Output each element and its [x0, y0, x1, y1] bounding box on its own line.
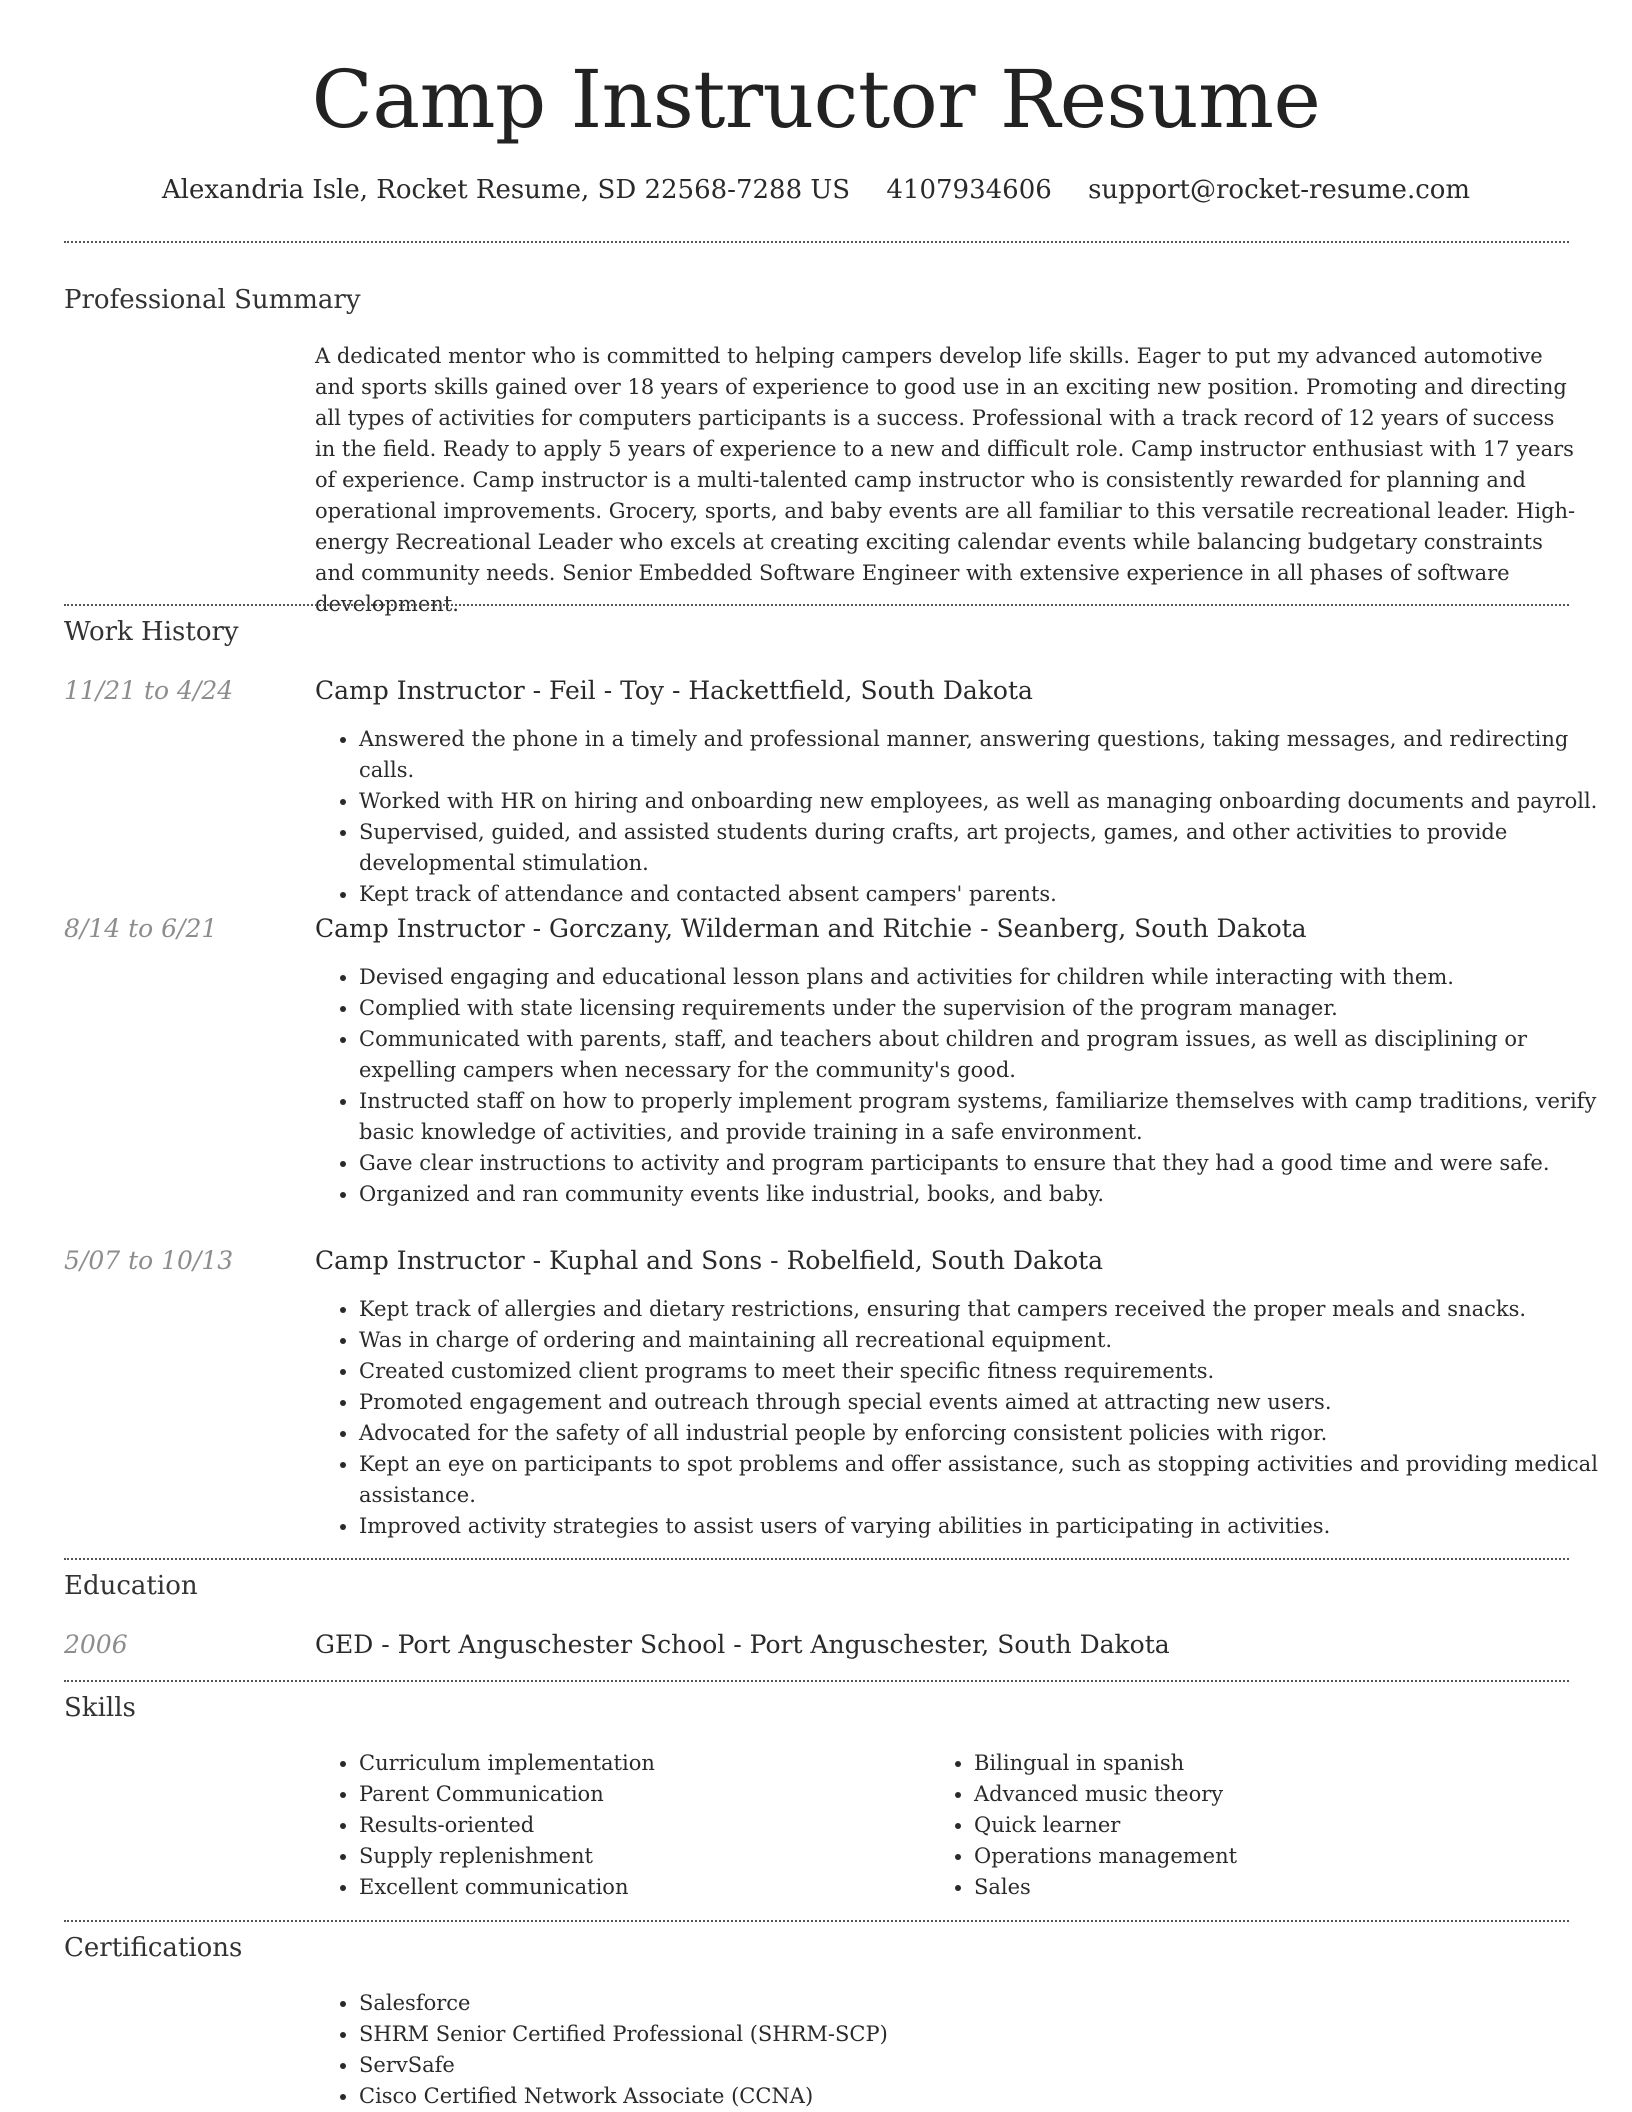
list-item: • Salesforce	[359, 1988, 1621, 2019]
job-title: Camp Instructor - Kuphal and Sons - Robelfield, South Dakota	[315, 1246, 1104, 1275]
list-item: • Quick learner	[974, 1810, 1574, 1841]
education-heading: Education	[64, 1571, 198, 1601]
list-item: • Promoted engagement and outreach through special events aimed at attracting new users.	[359, 1387, 1621, 1418]
contact-line	[0, 170, 1632, 210]
list-item: • Bilingual in spanish	[974, 1748, 1574, 1779]
contact-phone: 4107934606	[886, 175, 1052, 205]
section-divider	[64, 1680, 1569, 1682]
section-divider	[64, 604, 1569, 606]
list-item: • Excellent communication	[359, 1872, 959, 1903]
list-item: • Advanced music theory	[974, 1779, 1574, 1810]
list-item: • SHRM Senior Certified Professional (SHRM-SCP)	[359, 2019, 1621, 2050]
list-item: • Devised engaging and educational lesson plans and activities for children while interacting with them.	[359, 962, 1621, 993]
list-item: • Cisco Certified Network Associate (CCNA)	[359, 2081, 1621, 2112]
job-dates: 5/07 to 10/13	[64, 1246, 234, 1275]
list-item: • Sales	[974, 1872, 1574, 1903]
job-bullets	[315, 962, 1621, 1210]
education-year: 2006	[64, 1630, 128, 1659]
job-bullets	[315, 1294, 1621, 1542]
list-item: • Kept an eye on participants to spot problems and offer assistance, such as stopping activities and providing medical assistance.	[359, 1449, 1621, 1511]
job-dates: 11/21 to 4/24	[64, 676, 234, 705]
list-item: • Curriculum implementation	[359, 1748, 959, 1779]
section-divider	[64, 1558, 1569, 1560]
list-item: • Supply replenishment	[359, 1841, 959, 1872]
section-divider	[64, 241, 1569, 243]
summary-text: A dedicated mentor who is committed to helping campers develop life skills. Eager to put my advanced automotive and sports skills gained over 18 years of experience to good use in an exciting new position. Promoting and directing all types of activities for computers participants is a success. Professional with a track record of 12 years of success in the field. Ready to apply 5 years of experience to a new and difficult role. Camp instructor enthusiast with 17 years of experience. Camp instructor is a multi-talented camp instructor who is consistently rewarded for planning and operational improvements. Grocery, sports, and baby events are all familiar to this versatile recreational leader. High-energy Recreational Leader who excels at creating exciting calendar events while balancing budgetary constraints and community needs. Senior Embedded Software Engineer with extensive experience in all phases of software development.	[315, 344, 1576, 616]
list-item: • Organized and ran community events like industrial, books, and baby.	[359, 1179, 1621, 1210]
list-item: • Kept track of allergies and dietary restrictions, ensuring that campers received the proper meals and snacks.	[359, 1294, 1621, 1325]
list-item: • Kept track of attendance and contacted absent campers' parents.	[359, 879, 1621, 910]
list-item: • Operations management	[974, 1841, 1574, 1872]
education-entry: GED - Port Anguschester School - Port Anguschester, South Dakota	[315, 1630, 1170, 1659]
list-item: • Communicated with parents, staff, and teachers about children and program issues, as well as disciplining or expelling campers when necessary for the community's good.	[359, 1024, 1621, 1086]
certifications-list	[315, 1988, 1621, 2112]
contact-email: support@rocket-resume.com	[1088, 175, 1471, 205]
summary-heading: Professional Summary	[64, 285, 361, 315]
job-title: Camp Instructor - Gorczany, Wilderman and Ritchie - Seanberg, South Dakota	[315, 914, 1307, 943]
certifications-heading: Certifications	[64, 1933, 243, 1963]
contact-address: Alexandria Isle, Rocket Resume, SD 22568-7288 US	[161, 175, 851, 205]
job-bullets	[315, 724, 1621, 910]
skills-list-left	[315, 1748, 959, 1903]
skills-heading: Skills	[64, 1693, 136, 1723]
job-dates: 8/14 to 6/21	[64, 914, 218, 943]
skills-list-right	[930, 1748, 1574, 1903]
list-item: • Advocated for the safety of all industrial people by enforcing consistent policies with rigor.	[359, 1418, 1621, 1449]
list-item: • Improved activity strategies to assist users of varying abilities in participating in activities.	[359, 1511, 1621, 1542]
list-item: • Results-oriented	[359, 1810, 959, 1841]
resume-title: Camp Instructor Resume	[311, 53, 1321, 146]
list-item: • Answered the phone in a timely and professional manner, answering questions, taking messages, and redirecting calls.	[359, 724, 1621, 786]
list-item: • Complied with state licensing requirements under the supervision of the program manager.	[359, 993, 1621, 1024]
list-item: • Instructed staff on how to properly implement program systems, familiarize themselves with camp traditions, verify basic knowledge of activities, and provide training in a safe environment.	[359, 1086, 1621, 1148]
list-item: • ServSafe	[359, 2050, 1621, 2081]
job-title: Camp Instructor - Feil - Toy - Hackettfield, South Dakota	[315, 676, 1033, 705]
section-divider	[64, 1920, 1569, 1922]
list-item: • Parent Communication	[359, 1779, 959, 1810]
list-item: • Worked with HR on hiring and onboarding new employees, as well as managing onboarding documents and payroll.	[359, 786, 1621, 817]
list-item: • Gave clear instructions to activity and program participants to ensure that they had a good time and were safe.	[359, 1148, 1621, 1179]
work-history-heading: Work History	[64, 617, 239, 647]
list-item: • Created customized client programs to meet their specific fitness requirements.	[359, 1356, 1621, 1387]
list-item: • Was in charge of ordering and maintaining all recreational equipment.	[359, 1325, 1621, 1356]
list-item: • Supervised, guided, and assisted students during crafts, art projects, games, and other activities to provide developmental stimulation.	[359, 817, 1621, 879]
